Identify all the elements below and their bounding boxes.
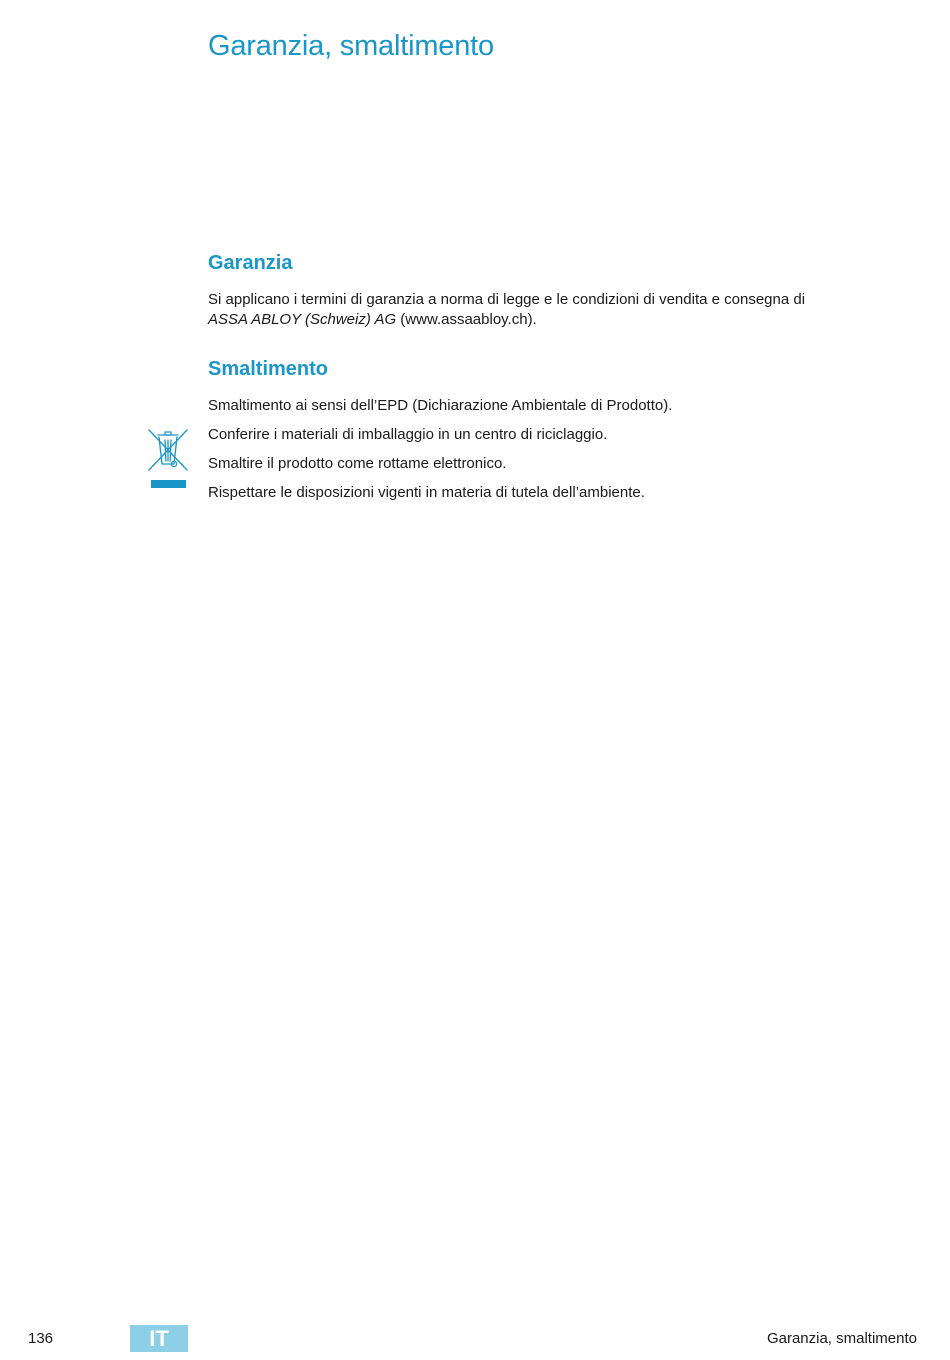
smaltimento-line-4: Rispettare le disposizioni vigenti in materia di tutela dell’ambiente.	[208, 484, 645, 501]
garanzia-text-line-2	[208, 310, 537, 330]
footer-section-title: Garanzia, smaltimento	[766, 1330, 917, 1347]
garanzia-heading: Garanzia	[208, 252, 293, 274]
language-badge: IT	[130, 1325, 188, 1352]
smaltimento-heading: Smaltimento	[208, 358, 329, 380]
weee-crossed-bin-icon	[146, 426, 190, 490]
smaltimento-line-2: Conferire i materiali di imballaggio in un centro di riciclaggio.	[208, 426, 608, 443]
footer-page-number: 136	[28, 1330, 54, 1347]
page-title: Garanzia, smaltimento	[208, 30, 494, 62]
smaltimento-line-3: Smaltire il prodotto come rottame elettronico.	[208, 455, 507, 472]
garanzia-text-line-1: Si applicano i termini di garanzia a norma di legge e le condizioni di vendita e consegna di	[208, 291, 806, 308]
smaltimento-line-1: Smaltimento ai sensi dell’EPD (Dichiarazione Ambientale di Prodotto).	[208, 397, 673, 414]
company-name: ASSA ABLOY (Schweiz) AG	[208, 311, 397, 328]
company-website: (www.assaabloy.ch).	[396, 311, 537, 328]
